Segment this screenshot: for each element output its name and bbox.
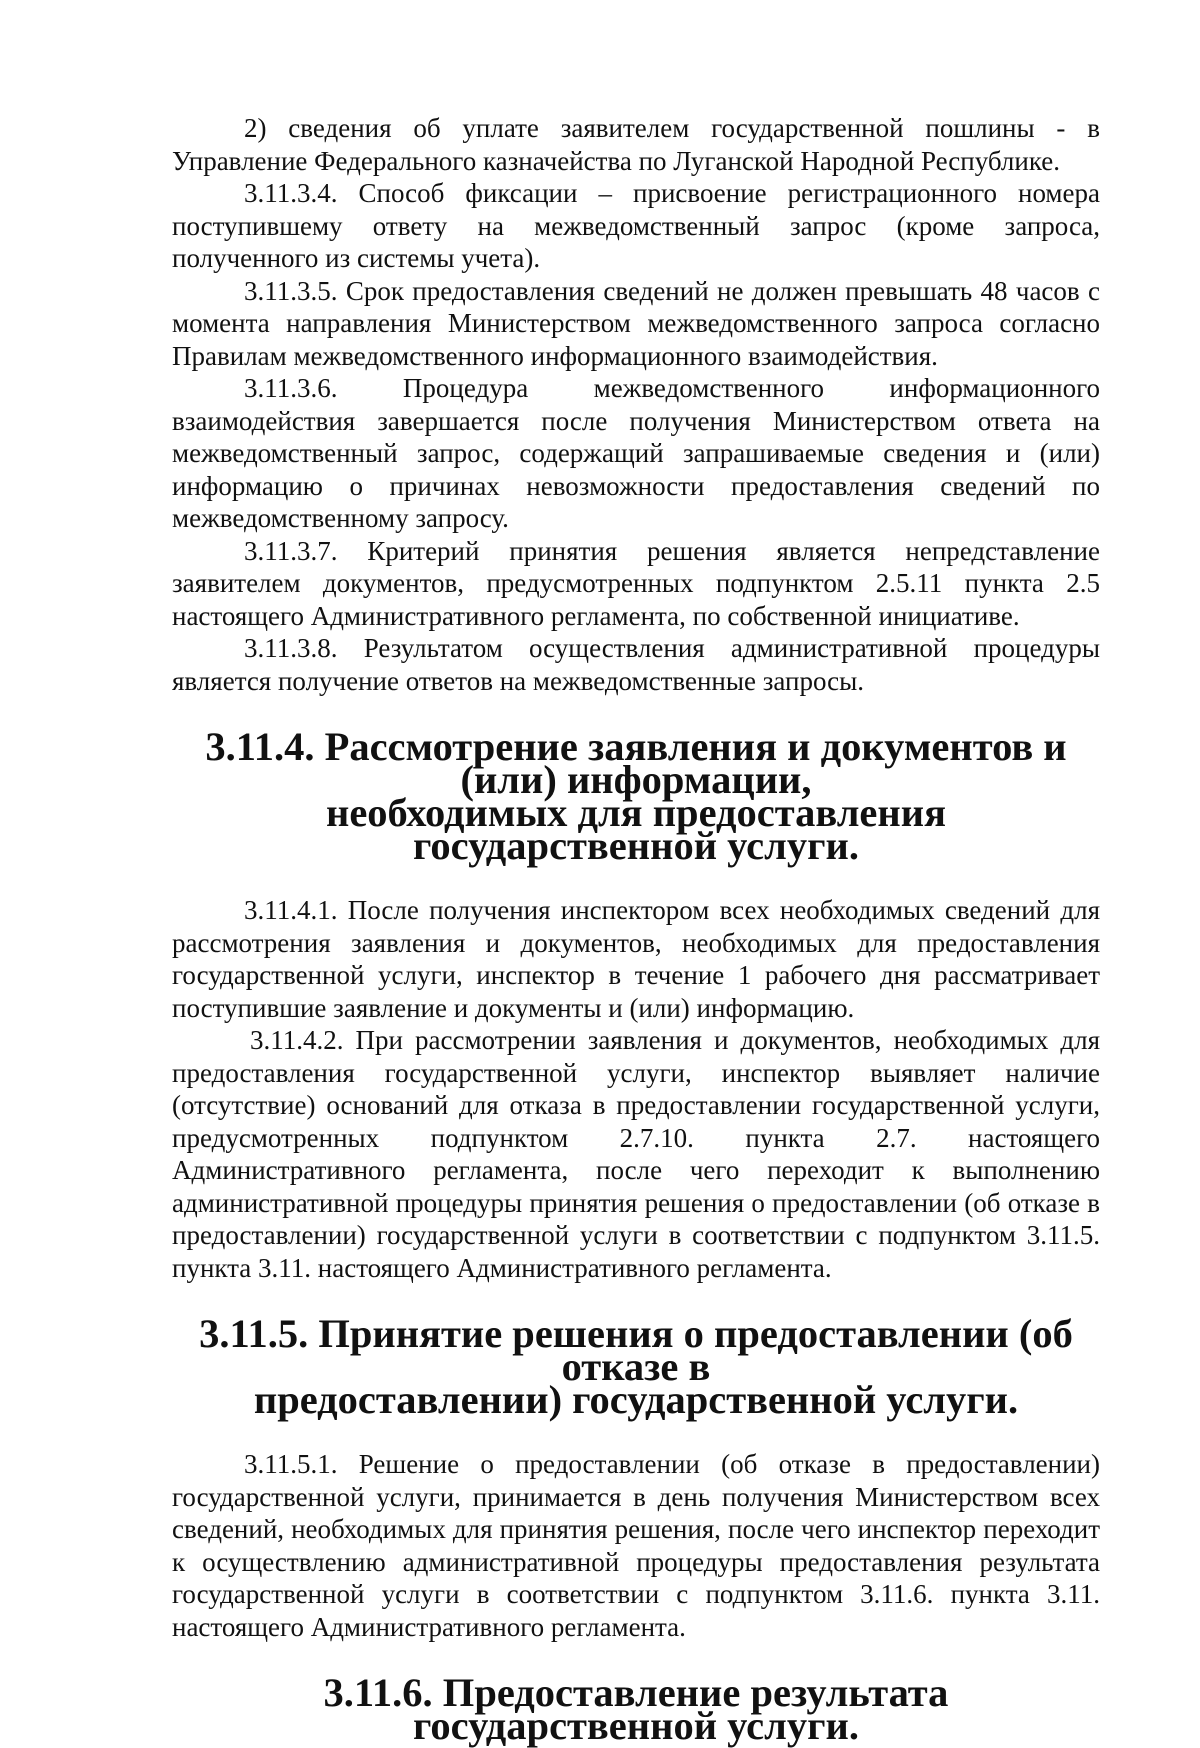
paragraph-3-11-3-4: 3.11.3.4. Способ фиксации – присвоение регистрационного номера поступившему ответу на межведомственный запрос (кроме запроса, полученного из системы учета). — [172, 178, 1100, 273]
paragraph-payment-info: 2) сведения об уплате заявителем государственной пошлины - в Управление Федерального казначейства по Луганской Народной Республике. — [172, 113, 1100, 176]
paragraph-3-11-4-1: 3.11.4.1. После получения инспектором всех необходимых сведений для рассмотрения заявления и документов, необходимых для предоставления государственной услуги, инспектор в течение 1 рабочего дня рассматривает поступившие заявление и документы и (или) информацию. — [172, 895, 1100, 1023]
paragraph-3-11-5-1: 3.11.5.1. Решение о предоставлении (об отказе в предоставлении) государственной услуги, принимается в день получения Министерством всех сведений, необходимых для принятия решения, после чего инспектор переходит к осуществлению административной процедуры предоставления результата государственной услуги в соответствии с подпунктом 3.11.6. пункта 3.11. настоящего Административного регламента. — [172, 1449, 1100, 1642]
section-heading-3-11-5 — [172, 1311, 1100, 1422]
heading-line: 3.11.6. Предоставление результата государственной услуги. — [323, 1670, 949, 1748]
heading-line: необходимых для предоставления государственной услуги. — [326, 790, 946, 868]
section-heading-3-11-4 — [172, 724, 1100, 868]
paragraph-3-11-3-7: 3.11.3.7. Критерий принятия решения является непредставление заявителем документов, предусмотренных подпунктом 2.5.11 пункта 2.5 настоящего Административного регламента, по собственной инициативе. — [172, 535, 1100, 631]
heading-line: 3.11.4. Рассмотрение заявления и документов и (или) информации, — [205, 724, 1067, 802]
heading-line: 3.11.5. Принятие решения о предоставлении (об отказе в — [199, 1311, 1073, 1389]
heading-line: предоставлении) государственной услуги. — [253, 1377, 1019, 1422]
paragraph-3-11-3-5: 3.11.3.5. Срок предоставления сведений не должен превышать 48 часов с момента направления Министерством межведомственного запроса согласно Правилам межведомственного информационного взаимодействия. — [172, 275, 1100, 371]
section-heading-3-11-6 — [172, 1670, 1100, 1748]
paragraph-3-11-3-8: 3.11.3.8. Результатом осуществления административной процедуры является получение ответов на межведомственные запросы. — [172, 633, 1100, 696]
paragraph-3-11-4-2: 3.11.4.2. При рассмотрении заявления и документов, необходимых для предоставления государственной услуги, инспектор выявляет наличие (отсутствие) оснований для отказа в предоставлении государственной услуги, предусмотренных подпунктом 2.7.10. пункта 2.7. настоящего Административного регламента, после чего переходит к выполнению административной процедуры принятия решения о предоставлении (об отказе в предоставлении) государственной услуги в соответствии с подпунктом 3.11.5. пункта 3.11. настоящего Административного регламента. — [172, 1025, 1100, 1283]
paragraph-3-11-3-6: 3.11.3.6. Процедура межведомственного информационного взаимодействия завершается после получения Министерством ответа на межведомственный запрос, содержащий запрашиваемые сведения и (или) информацию о причинах невозможности предоставления сведений по межведомственному запросу. — [172, 373, 1100, 533]
